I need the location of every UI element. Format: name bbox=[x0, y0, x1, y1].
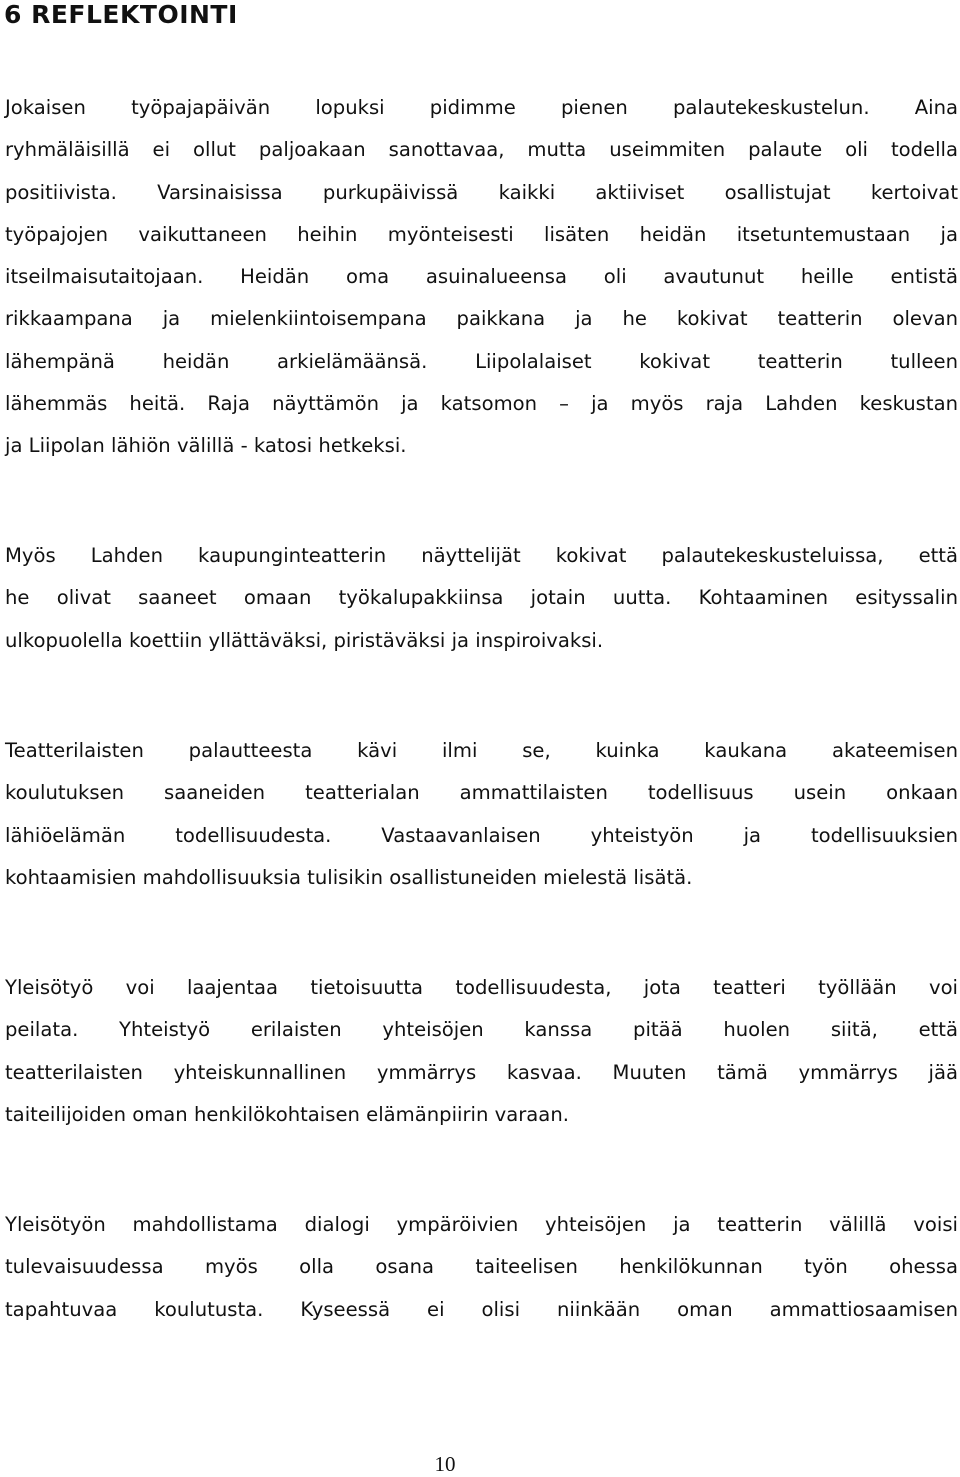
text-line: Myös Lahden kaupunginteatterin näyttelijät kokivat palautekeskusteluissa, että bbox=[5, 544, 958, 567]
text-line: Yleisötyön mahdollistama dialogi ympäröivien yhteisöjen ja teatterin välillä voisi bbox=[5, 1213, 958, 1236]
text-line: lähempänä heidän arkielämäänsä. Liipolalaiset kokivat teatterin tulleen bbox=[5, 349, 958, 373]
text-line: ja Liipolan lähiön välillä - katosi hetkeksi. bbox=[5, 434, 407, 458]
paragraph-5 bbox=[5, 1210, 958, 1337]
paragraph-3 bbox=[5, 736, 958, 905]
paragraph-4 bbox=[5, 973, 958, 1142]
paragraph-2 bbox=[5, 541, 958, 668]
text-line: lähiöelämän todellisuudesta. Vastaavanlaisen yhteistyön ja todellisuuksien bbox=[5, 823, 958, 847]
text-line: Yleisötyö voi laajentaa tietoisuutta todellisuudesta, jota teatteri työllään voi bbox=[5, 976, 958, 999]
text-line: itseilmaisutaitojaan. Heidän oma asuinalueensa oli avautunut heille entistä bbox=[5, 265, 958, 289]
text-line: he olivat saaneet omaan työkalupakkiinsa jotain uutta. Kohtaaminen esityssalin bbox=[5, 586, 958, 610]
paragraph-1 bbox=[5, 93, 958, 474]
text-line: taiteilijoiden oman henkilökohtaisen elämänpiirin varaan. bbox=[5, 1102, 569, 1126]
text-line: positiivista. Varsinaisissa purkupäivissä kaikki aktiiviset osallistujat kertoivat bbox=[5, 180, 958, 204]
text-line: Teatterilaisten palautteesta kävi ilmi se, kuinka kaukana akateemisen bbox=[5, 739, 958, 762]
text-line: peilata. Yhteistyö erilaisten yhteisöjen kanssa pitää huolen siitä, että bbox=[5, 1018, 958, 1042]
text-line: koulutuksen saaneiden teatterialan ammattilaisten todellisuus usein onkaan bbox=[5, 781, 958, 805]
text-line: lähemmäs heitä. Raja näyttämön ja katsomon – ja myös raja Lahden keskustan bbox=[5, 392, 958, 416]
text-line: ryhmäläisillä ei ollut paljoakaan sanottavaa, mutta useimmiten palaute oli todella bbox=[5, 138, 958, 162]
text-line: tapahtuvaa koulutusta. Kyseessä ei olisi niinkään oman ammattiosaamisen bbox=[5, 1297, 958, 1321]
text-line: Jokaisen työpajapäivän lopuksi pidimme pienen palautekeskustelun. Aina bbox=[5, 96, 958, 119]
text-line: työpajojen vaikuttaneen heihin myönteisesti lisäten heidän itsetuntemustaan ja bbox=[5, 222, 958, 246]
text-line: tulevaisuudessa myös olla osana taiteelisen henkilökunnan työn ohessa bbox=[5, 1255, 958, 1279]
section-heading: 6 REFLEKTOINTI bbox=[4, 0, 238, 29]
text-line: kohtaamisien mahdollisuuksia tulisikin osallistuneiden mielestä lisätä. bbox=[5, 865, 693, 889]
text-line: teatterilaisten yhteiskunnallinen ymmärrys kasvaa. Muuten tämä ymmärrys jää bbox=[5, 1060, 958, 1084]
text-line: rikkaampana ja mielenkiintoisempana paikkana ja he kokivat teatterin olevan bbox=[5, 307, 958, 331]
text-line: ulkopuolella koettiin yllättäväksi, piristäväksi ja inspiroivaksi. bbox=[5, 628, 604, 652]
page-number: 10 bbox=[434, 1452, 456, 1476]
